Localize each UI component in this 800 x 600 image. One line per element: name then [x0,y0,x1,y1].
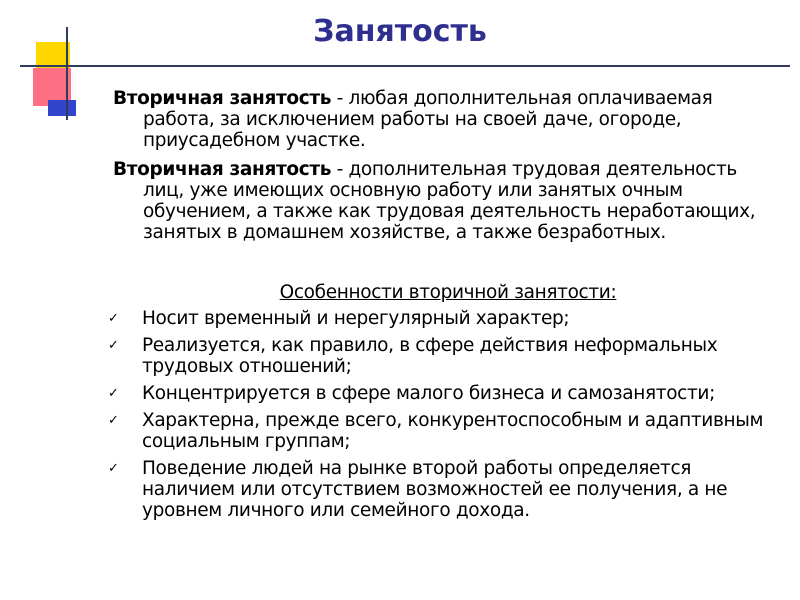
list-item-text: Характерна, прежде всего, конкурентоспособным и адаптивным социальным группам; [142,410,764,452]
definition-2 [113,159,783,243]
checkmark-icon: ✓ [108,386,119,401]
list-item [108,410,788,452]
definition-1 [113,88,783,151]
definitions [113,88,783,251]
features-list [108,308,788,527]
list-item-text: Носит временный и нерегулярный характер; [142,308,570,329]
decor-horizontal-line [20,65,790,67]
checkmark-icon: ✓ [108,311,119,326]
definition-text: - любая дополнительная оплачиваемая работа, за исключением работы на своей даче, огороде, приусадебном участке. [143,88,713,151]
list-item-text: Концентрируется в сфере малого бизнеса и самозанятости; [142,383,715,404]
checkmark-icon: ✓ [108,338,119,353]
checkmark-icon: ✓ [108,461,119,476]
definition-term: Вторичная занятость [113,159,332,180]
decor-vertical-line [66,27,68,120]
list-item [108,335,788,377]
list-item [108,308,788,329]
definition-term: Вторичная занятость [113,88,332,109]
list-item [108,458,788,521]
list-item [108,383,788,404]
list-item-text: Поведение людей на рынке второй работы определяется наличием или отсутствием возможностей ее получения, а не уровнем личного или семейного дохода. [142,458,728,521]
features-heading: Особенности вторичной занятости: [279,282,617,303]
list-item-text: Реализуется, как правило, в сфере действия неформальных трудовых отношений; [142,335,718,377]
decor-blue-square [48,100,76,116]
checkmark-icon: ✓ [108,413,119,428]
slide-title: Занятость [313,14,487,49]
definition-text: - дополнительная трудовая деятельность лиц, уже имеющих основную работу или занятых очным обучением, а также как трудовая деятельность неработающих, занятых в домашнем хозяйстве, а также безработных. [143,159,756,243]
